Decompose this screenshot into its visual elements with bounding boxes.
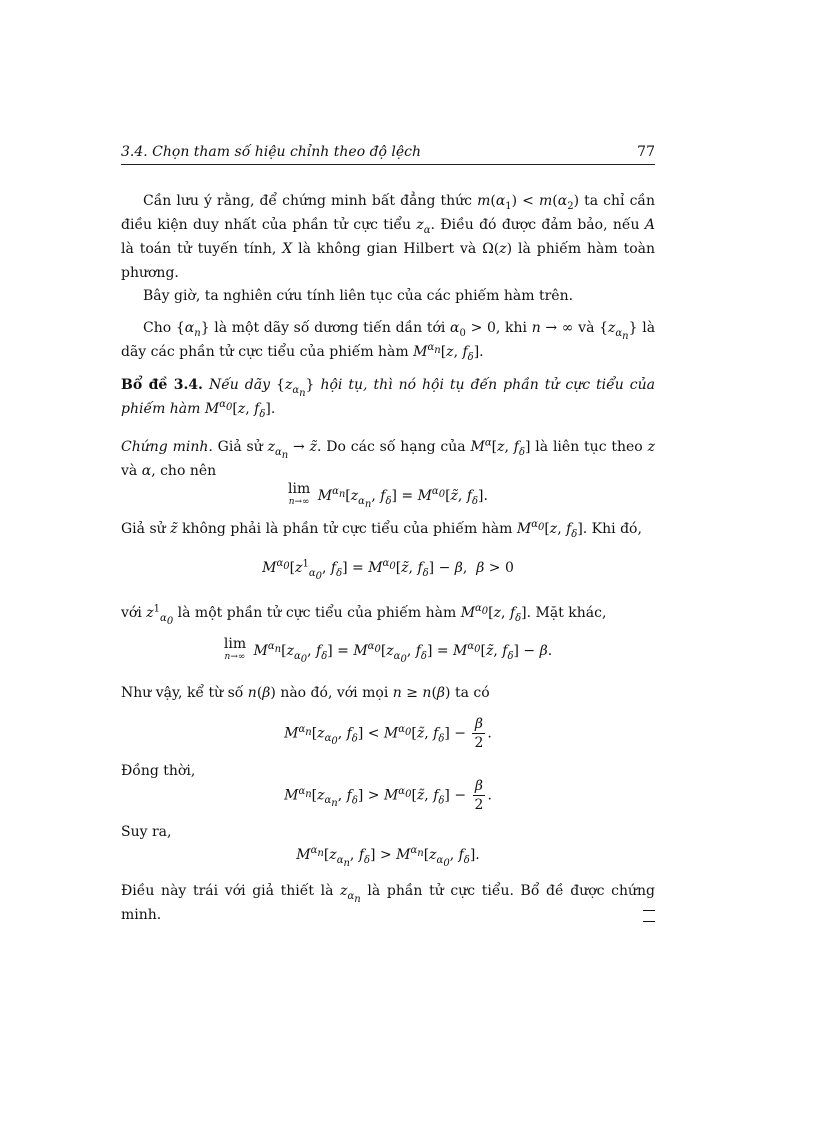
text-run: Suy ra, bbox=[121, 824, 172, 840]
frac-numerator: β bbox=[472, 715, 485, 734]
text-run: là không gian Hilbert và bbox=[298, 241, 477, 257]
text-run: , cho nên bbox=[151, 463, 217, 479]
equation-6: $M^{\alpha_n}[z_{\alpha_n}$, $f_\delta] > M^{\alpha_n}[z_{\alpha_0}$, $f_\delta$]. bbox=[296, 845, 480, 869]
equation-4: $M^{\alpha_n}[z_{\alpha_0}$, $f_\delta$] < $M^{\alpha_0}[z̃$, $f_\delta$] − $\frac{\beta}{2}$ . bbox=[284, 716, 492, 751]
proof-paragraph-4: Như vậy, kể từ số n(β) nào đó, với mọi n ≥ n(β) ta có bbox=[121, 685, 490, 701]
text-run: ta chỉ cần điều kiện duy nhất của phần tử cực tiểu bbox=[121, 193, 656, 233]
text-run: là một phần tử cực tiểu của phiếm hàm bbox=[177, 605, 457, 621]
text-run: Cho bbox=[143, 320, 172, 336]
text-run: và bbox=[121, 463, 138, 479]
equation-5: $M^{\alpha_n}[z_{\alpha_n}$, $f_\delta$] > $M^{\alpha_0}[z̃$, $f_\delta$] − $\frac{\beta}{2}$ . bbox=[284, 778, 492, 813]
equation-1: lim n→∞ $M^{\alpha_n}[z_{\alpha_n}$, $f_\delta$] = $M^{\alpha_0}[z̃$, $f_\delta$]. bbox=[288, 481, 488, 510]
proof-paragraph-2: Giả sử z̃ không phải là phần tử cực tiểu của phiếm hàm $M^{\alpha_0}[z$, $f_\delta$]. Khi đó, bbox=[121, 519, 642, 540]
lemma-label: Bổ đề 3.4. bbox=[121, 377, 203, 393]
paragraph-1: Cần lưu ý rằng, để chứng minh bất đẳng thức $m(\alpha_1) < m(\alpha_2)$ ta chỉ cần điều kiện duy nhất của phần tử cực tiểu $z_\alpha$. Điều đó được đảm bảo, nếu A là toán tử tuyến tính, X là không gian Hilbert và Ω(z) là phiếm hàm toàn phương. bbox=[121, 193, 656, 281]
text-run: là một dãy số dương tiến dần tới bbox=[214, 320, 446, 336]
text-run: Giả sử bbox=[121, 521, 166, 537]
text-run: và bbox=[578, 320, 595, 336]
text-run: là phần tử cực tiểu. Bổ đề được chứng minh. bbox=[121, 883, 656, 923]
lemma-3-4: Bổ đề 3.4. Nếu dãy $\{z_{\alpha_n}\}$ hội tụ, thì nó hội tụ đến phần tử cực tiểu của phiếm hàm $M^{\alpha_0}[z$, $f_\delta$]. bbox=[121, 377, 655, 420]
frac-denominator: 2 bbox=[474, 797, 484, 813]
text-run: . Do các số hạng của bbox=[316, 439, 466, 455]
equation-3: lim n→∞ $M^{\alpha_n}[z_{\alpha_0}$, $f_\delta] = M^{\alpha_0}[z_{\alpha_0}$, $f_\delta$] = $M^{\alpha_0}[z̃$, $f_\delta] - \beta$. bbox=[223, 636, 553, 665]
text-run: với bbox=[121, 605, 142, 621]
proof-paragraph-3: với $z^1_{\alpha_0}$ là một phần tử cực tiểu của phiếm hàm $M^{\alpha_0}[z$, $f_\delta$]. Mặt khác, bbox=[121, 603, 607, 627]
text-run: nào đó, với mọi bbox=[280, 685, 389, 701]
text-run: Đồng thời, bbox=[121, 763, 196, 779]
frac-numerator: β bbox=[473, 777, 486, 796]
lim-word: lim bbox=[288, 481, 311, 497]
text-run: Điều này trái với giả thiết là bbox=[121, 883, 334, 899]
paragraph-2 bbox=[121, 284, 655, 308]
proof-paragraph-1: Chứng minh. Giả sử $z_{\alpha_n}$ → z̃. Do các số hạng của $M^\alpha[z$, $f_\delta$] là liên tục theo z và α, cho nên bbox=[121, 437, 655, 479]
text-run: không phải là phần tử cực tiểu của phiếm hàm bbox=[181, 521, 513, 537]
text-run: Giả sử bbox=[217, 439, 263, 455]
text-run: Cần lưu ý rằng, để chứng minh bất đẳng thức bbox=[143, 193, 472, 209]
lim-word: lim bbox=[223, 636, 247, 652]
text-run: là phiếm hàm toàn phương. bbox=[121, 241, 655, 281]
lim-sub: n→∞ bbox=[224, 652, 246, 662]
text-run: . Điều đó được đảm bảo, nếu bbox=[430, 217, 640, 233]
text-run: hội tụ, thì nó hội tụ đến phần tử cực tiểu của phiếm hàm bbox=[121, 377, 655, 417]
text-run: ta có bbox=[454, 685, 490, 701]
page-number: 77 bbox=[637, 144, 655, 160]
text-run: . Khi đó, bbox=[582, 521, 642, 537]
proof-paragraph-7: Điều này trái với giả thiết là $z_{\alpha_n}$ là phần tử cực tiểu. Bổ đề được chứng minh. bbox=[121, 883, 656, 923]
section-title: 3.4. Chọn tham số hiệu chỉnh theo độ lệch bbox=[121, 144, 422, 160]
text-run: là toán tử tuyến tính, bbox=[121, 241, 277, 257]
text-run: . Mặt khác, bbox=[526, 605, 607, 621]
text-run: là liên tục theo bbox=[535, 439, 643, 455]
qed-symbol bbox=[643, 910, 655, 922]
text-run: Như vậy, kể từ số bbox=[121, 685, 244, 701]
paragraph-3: Cho $\{\alpha_n\}$ là một dãy số dương tiến dần tới $\alpha_0 > 0$, khi n → ∞ và $\{z_{\alpha_n}\}$ là dãy các phần tử cực tiểu của phiếm hàm $M^{\alpha_n}[z$, $f_\delta$]. bbox=[121, 320, 656, 363]
equation-2: $M^{\alpha_0}[z^1_{\alpha_0}$, $f_\delta$] = $M^{\alpha_0}[z̃$, $f_\delta] - \beta$, β > 0 bbox=[262, 558, 514, 582]
text-run: Nếu dãy bbox=[208, 377, 271, 393]
text-run: Bây giờ, ta nghiên cứu tính liên tục của các phiếm hàm trên. bbox=[143, 288, 574, 304]
text-run: , khi bbox=[495, 320, 527, 336]
frac-denominator: 2 bbox=[474, 735, 484, 751]
proof-label: Chứng minh. bbox=[121, 439, 213, 455]
lim-sub: n→∞ bbox=[288, 497, 310, 507]
proof-paragraph-6 bbox=[121, 820, 655, 844]
text-run: là dãy các phần tử cực tiểu của phiếm hàm bbox=[121, 320, 656, 360]
running-header bbox=[121, 142, 655, 165]
